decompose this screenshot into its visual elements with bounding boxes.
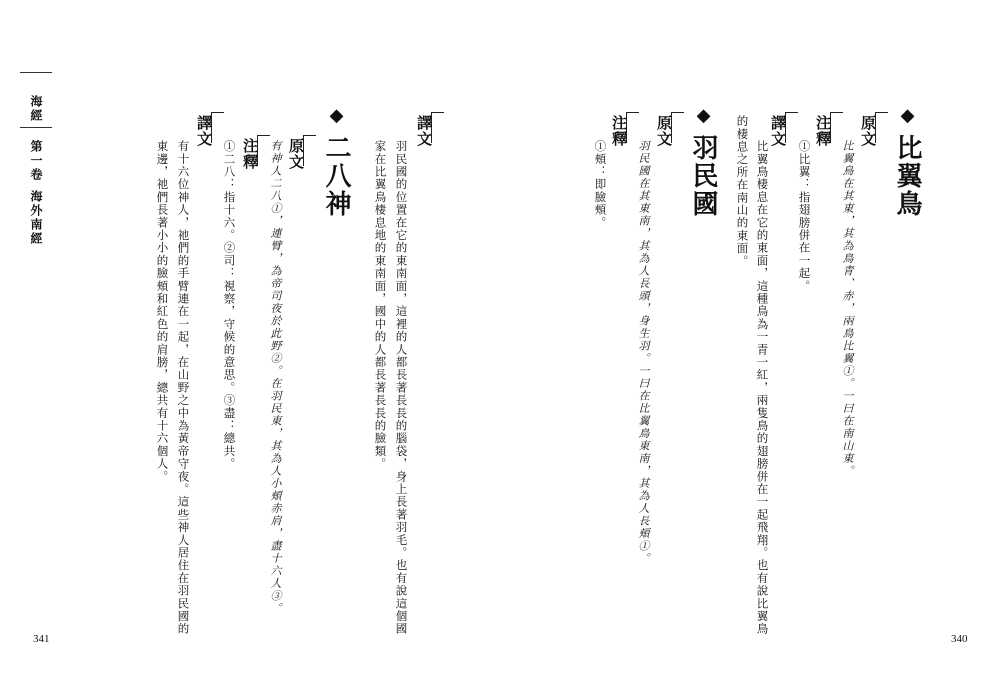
zhu-shi-label: 注釋 [241,138,259,170]
diamond-icon: ◆ [326,105,347,128]
section-title [690,105,716,218]
sidebar-top-rule [20,72,52,73]
zhu-shi-label: 注釋 [814,115,832,147]
yi-wen-label: 譯文 [415,115,433,147]
section-title-text: 羽民國 [688,134,718,218]
yi-wen-line-1: 有十六位神人，祂們的手臂連在一起，在山野之中為黃帝守夜。這些神人居住在羽民國的 [176,140,191,636]
yi-wen-line-1: 比翼鳥棲息在它的東面，這種鳥為一青一紅，兩隻鳥的翅膀併在一起飛翔。也有說比翼鳥 [755,140,770,636]
zhu-shi-line-1: ①比翼：指翅膀併在一起。 [797,140,812,293]
yuan-wen-label: 原文 [859,115,877,147]
volume-label: 第一卷 [29,140,43,182]
section-title [323,105,349,218]
zhu-shi-line-1: ①頰：即臉頰。 [593,140,608,229]
yuan-wen-line-1: 羽民國在其東南，其為人長頭，身生羽。一曰在比翼鳥東南，其為人長頰①。 [637,140,650,565]
yi-wen-line-2: 家在比翼鳥棲息地的東南面，國中的人都長著長長的臉類。 [373,140,388,471]
section-title-text: 比翼鳥 [892,134,922,218]
yi-wen-line-1: 羽民國的位置在它的東南面，這裡的人都長著長長的腦袋，身上長著羽毛。也有說這個國 [394,140,409,636]
yuan-wen-label: 原文 [287,138,305,170]
page-number: 341 [33,633,50,645]
page-number: 340 [951,633,968,645]
section-title [894,105,920,218]
yi-wen-label: 譯文 [769,115,787,147]
book-title: 海經 [29,95,43,123]
chapter-title: 海外南經 [29,190,43,246]
yuan-wen-line-1: 有神人二八①，連臂，為帝司夜於此野②。在羽民東，其為人小頰赤肩，盡十六人③。 [269,140,282,615]
zhu-shi-label: 注釋 [610,115,628,147]
yi-wen-label: 譯文 [195,115,213,147]
section-title-text: 二八神 [321,134,351,218]
zhu-shi-line-1: ①二八：指十六。②司：視察，守候的意思。③盡：總共。 [222,140,237,471]
yuan-wen-label: 原文 [655,115,673,147]
diamond-icon: ◆ [897,105,918,128]
yuan-wen-line-1: 比翼鳥在其東，其為鳥青、赤，兩鳥比翼①。一曰在南山東。 [841,140,854,478]
sidebar-mid-rule [20,127,52,128]
yi-wen-line-2: 的棲息之所在南山的東面。 [735,115,750,268]
yi-wen-line-2: 東邊，祂們長著小小的臉頰和紅色的肩膀，總共有十六個人。 [155,140,170,483]
diamond-icon: ◆ [693,105,714,128]
